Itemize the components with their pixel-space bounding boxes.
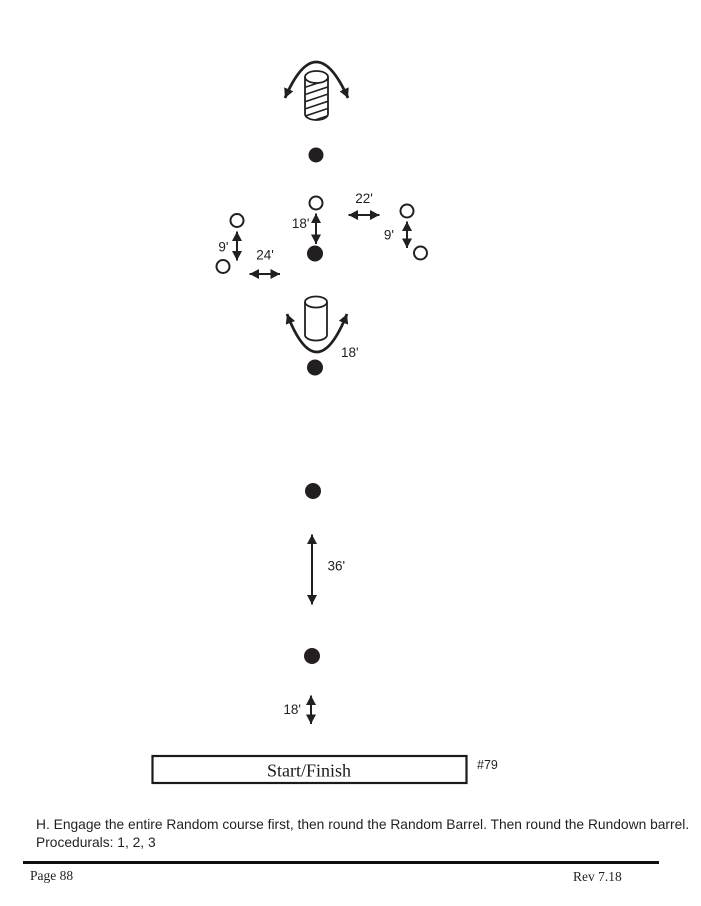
label-cross-left-pair: 9' (218, 239, 229, 255)
marker-circle (414, 247, 427, 260)
label-start-gap: 18' (283, 702, 301, 717)
start-finish-label: Start/Finish (266, 760, 352, 781)
course-description-line1: H. Engage the entire Random course first, then round the Random Barrel. Then round the Rundown barrel. (36, 817, 690, 832)
marker-circle (231, 214, 244, 227)
rundown-barrel-icon (305, 297, 327, 341)
marker-dot (304, 648, 320, 664)
marker-circle (310, 197, 323, 210)
rotation-arrow-under-rundown-barrel (287, 314, 347, 352)
marker-dot (307, 360, 323, 376)
label-cross-left-gap: 24' (256, 247, 274, 263)
footer-page-number: Page 88 (30, 867, 74, 883)
label-run-gap: 36' (327, 558, 346, 574)
label-cross-right-pair: 9' (383, 227, 394, 243)
label-cross-center-gap: 18' (291, 216, 310, 231)
footer-divider (23, 861, 659, 865)
course-description (36, 816, 689, 851)
marker-circle (217, 260, 230, 273)
random-barrel-icon (303, 71, 330, 124)
course-number: #79 (477, 758, 498, 772)
label-rundown-barrel-gap: 18' (341, 345, 359, 360)
marker-dot (305, 483, 321, 499)
marker-dot (307, 246, 323, 262)
marker-dot (309, 148, 324, 163)
label-cross-right-gap: 22' (355, 191, 373, 206)
footer-revision: Rev 7.18 (573, 869, 622, 884)
marker-circle (401, 205, 414, 218)
course-description-line2: Procedurals: 1, 2, 3 (36, 834, 156, 850)
